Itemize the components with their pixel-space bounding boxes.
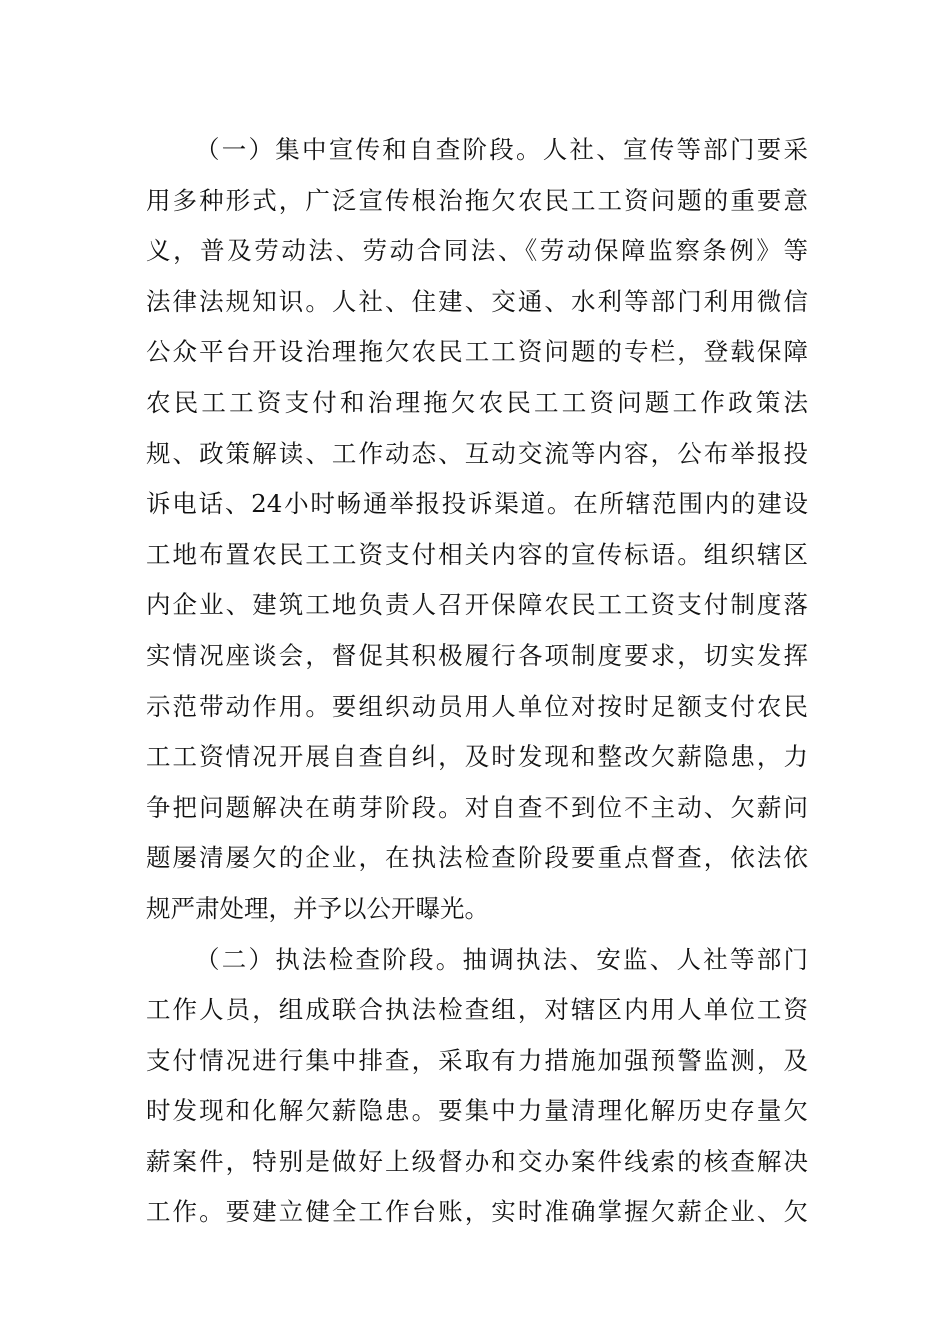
paragraph-line: 规、政策解读、工作动态、互动交流等内容，公布举报投 xyxy=(146,438,808,468)
paragraph-line: 题屡清屡欠的企业，在执法检查阶段要重点督查，依法依 xyxy=(146,843,808,873)
paragraph-line: （一）集中宣传和自查阶段。人社、宣传等部门要采 xyxy=(195,135,808,164)
paragraph-line: 工作。要建立健全工作台账，实时准确掌握欠薪企业、欠 xyxy=(146,1197,808,1227)
paragraph-line: 诉电话、24小时畅通举报投诉渠道。在所辖范围内的建设 xyxy=(146,489,808,519)
paragraph-line: 争把问题解决在萌芽阶段。对自查不到位不主动、欠薪问 xyxy=(146,792,808,822)
paragraph-line: 义，普及劳动法、劳动合同法、《劳动保障监察条例》等 xyxy=(146,236,808,266)
paragraph-line: 内企业、建筑工地负责人召开保障农民工工资支付制度落 xyxy=(146,590,808,620)
paragraph-2 xyxy=(146,935,808,1239)
paragraph-line: 法律法规知识。人社、住建、交通、水利等部门利用微信 xyxy=(146,286,808,316)
document-body xyxy=(146,125,808,1238)
paragraph-line: 时发现和化解欠薪隐患。要集中力量清理化解历史存量欠 xyxy=(146,1096,808,1126)
paragraph-line: 规严肃处理，并予以公开曝光。 xyxy=(146,893,489,923)
paragraph-line: 农民工工资支付和治理拖欠农民工工资问题工作政策法 xyxy=(146,387,808,417)
paragraph-line: 支付情况进行集中排查，采取有力措施加强预警监测，及 xyxy=(146,1045,808,1075)
paragraph-line: 工地布置农民工工资支付相关内容的宣传标语。组织辖区 xyxy=(146,539,808,569)
paragraph-1 xyxy=(146,125,808,935)
paragraph-line: 工作人员，组成联合执法检查组，对辖区内用人单位工资 xyxy=(146,995,808,1025)
paragraph-line: 示范带动作用。要组织动员用人单位对按时足额支付农民 xyxy=(146,691,808,721)
paragraph-line: 公众平台开设治理拖欠农民工工资问题的专栏，登载保障 xyxy=(146,337,808,367)
paragraph-line: 用多种形式，广泛宣传根治拖欠农民工工资问题的重要意 xyxy=(146,185,808,215)
paragraph-line: 薪案件，特别是做好上级督办和交办案件线索的核查解决 xyxy=(146,1146,808,1176)
paragraph-line: （二）执法检查阶段。抽调执法、安监、人社等部门 xyxy=(195,944,808,974)
paragraph-line: 实情况座谈会，督促其积极履行各项制度要求，切实发挥 xyxy=(146,640,808,670)
paragraph-line: 工工资情况开展自查自纠，及时发现和整改欠薪隐患，力 xyxy=(146,742,808,772)
